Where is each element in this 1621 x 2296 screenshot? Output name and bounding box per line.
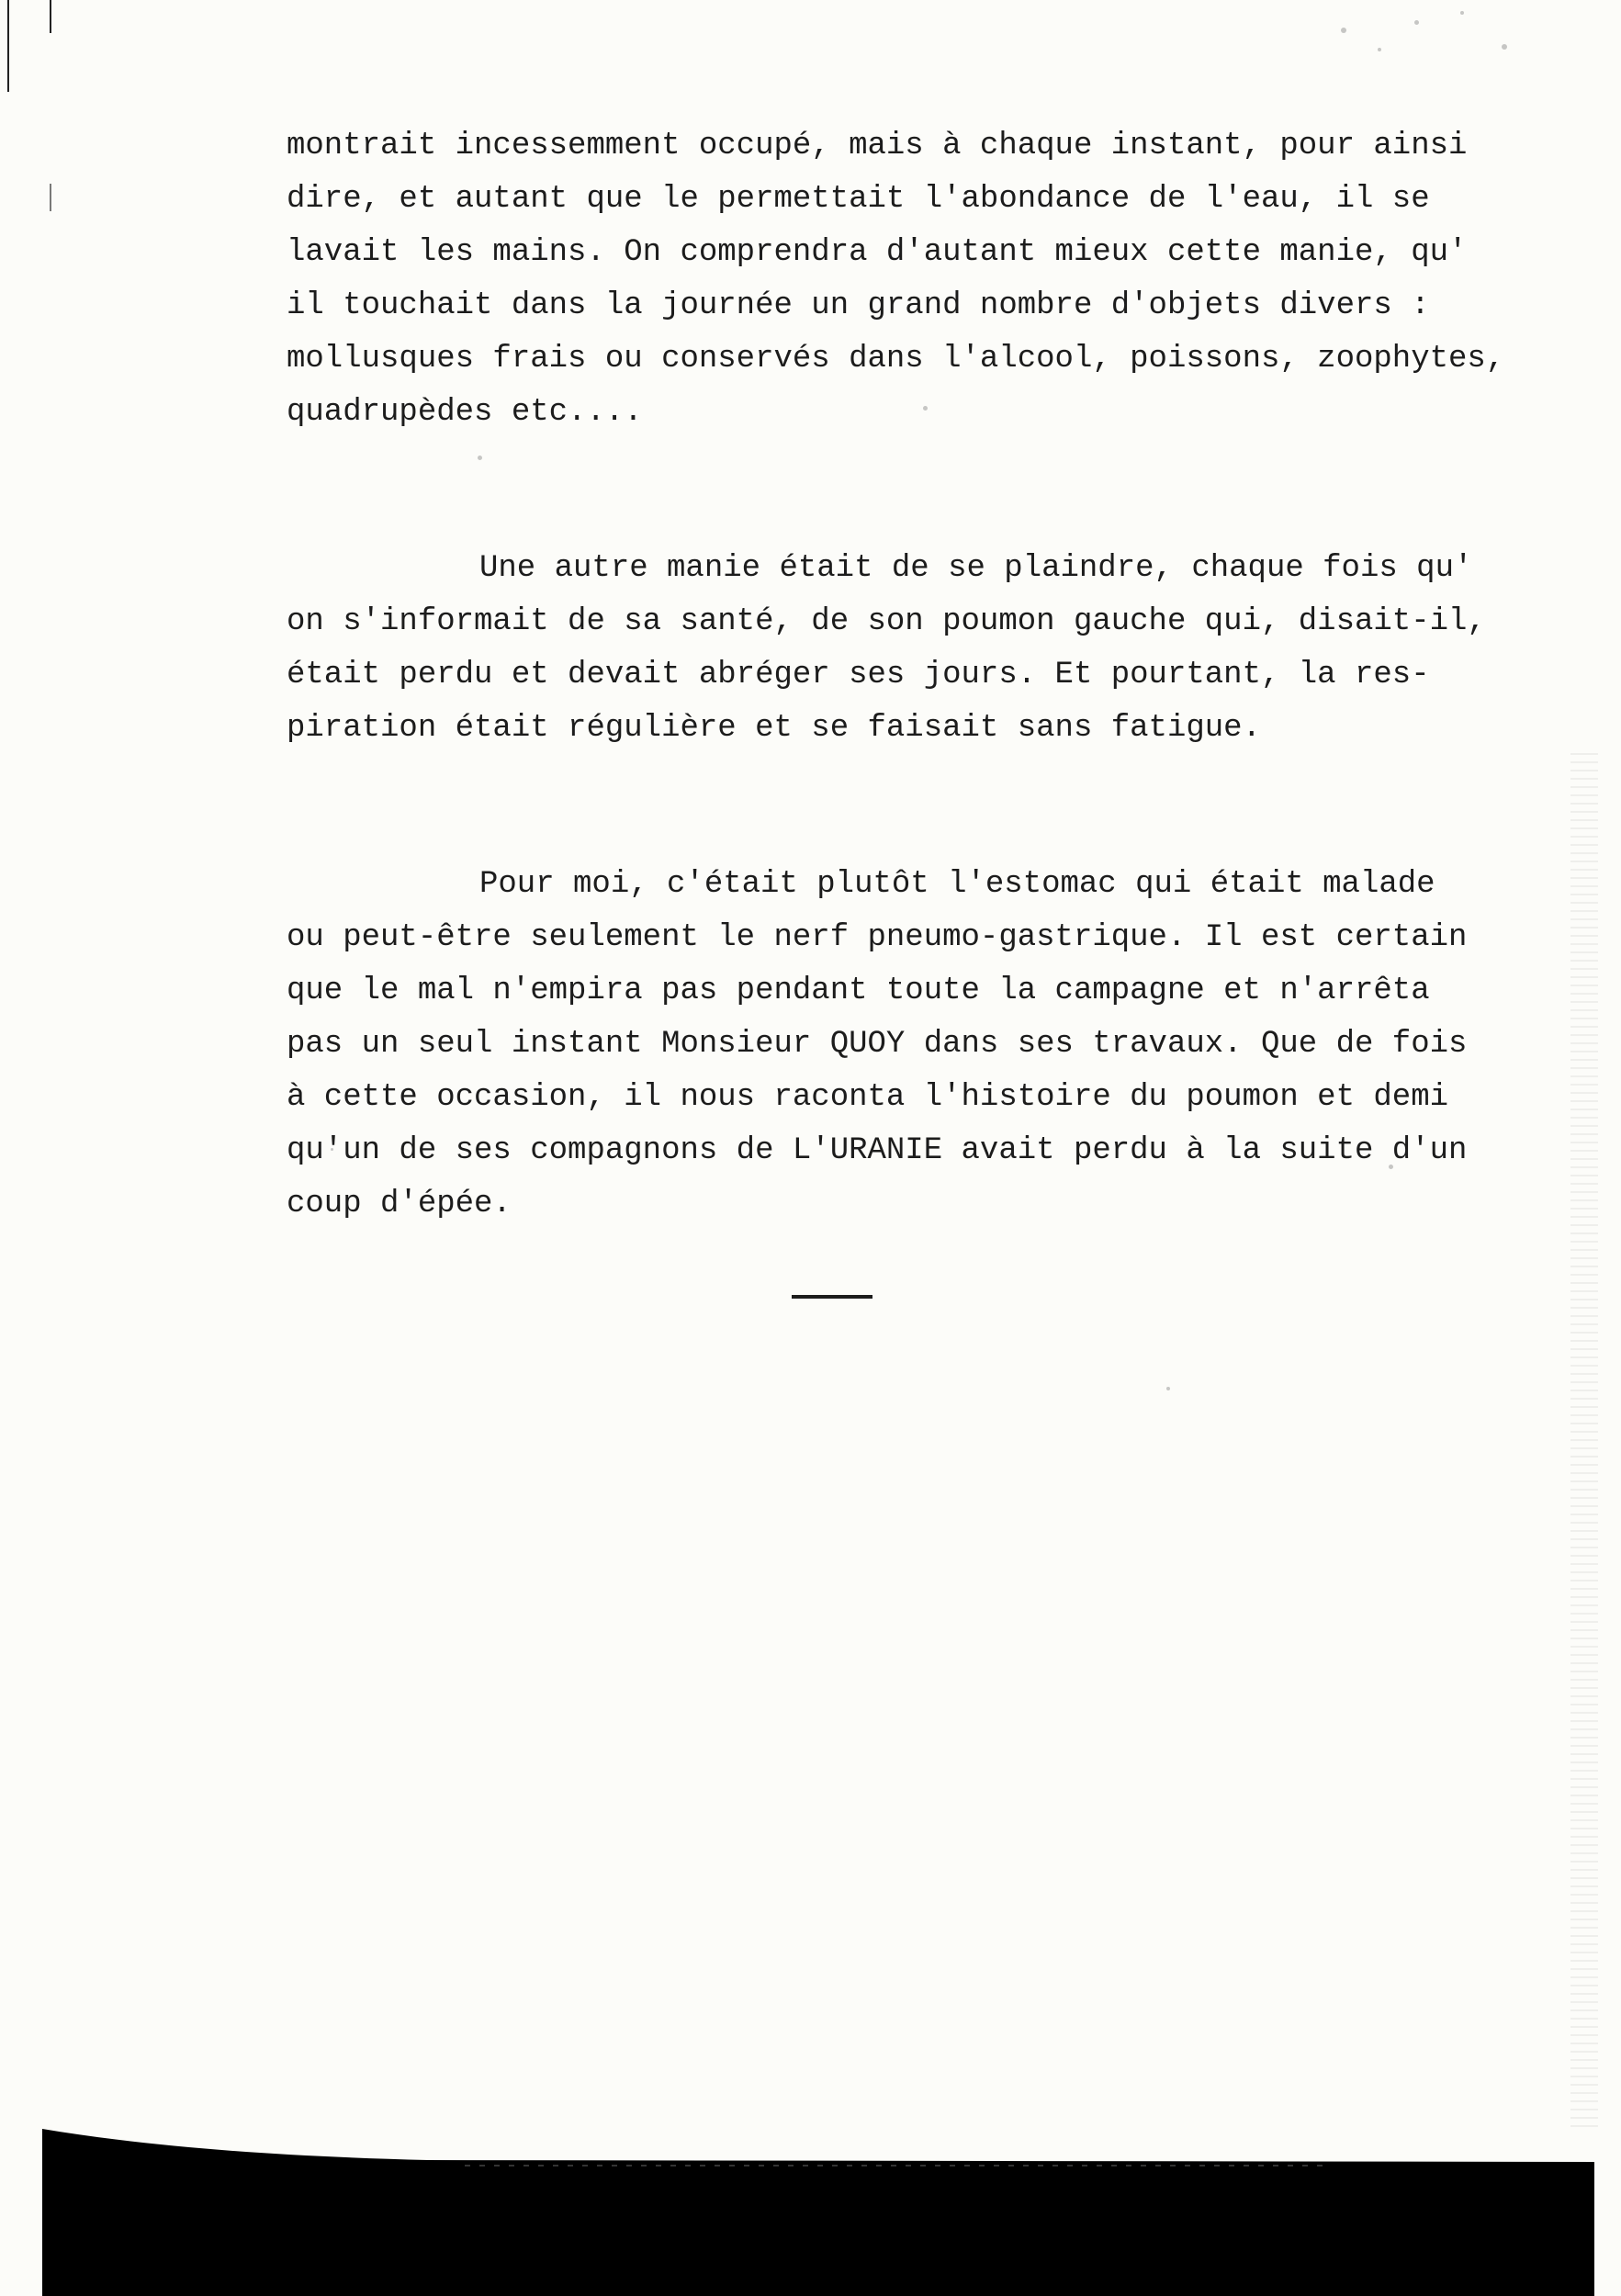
text-line: qu'un de ses compagnons de L'URANIE avait perdu à la suite d'un: [287, 1133, 1468, 1168]
end-of-section-rule: [792, 1295, 872, 1299]
left-edge-line-short: [50, 0, 51, 33]
text-line: que le mal n'empira pas pendant toute la campagne et n'arrêta: [287, 974, 1430, 1008]
text-line-indented: Une autre manie était de se plaindre, chaque fois qu': [479, 551, 1473, 586]
left-edge-line: [7, 0, 9, 92]
text-line: pas un seul instant Monsieur QUOY dans ses travaux. Que de fois: [287, 1027, 1468, 1062]
text-line: était perdu et devait abréger ses jours. Et pourtant, la res-: [287, 658, 1430, 692]
speckle: [1378, 48, 1381, 51]
text-line: il touchait dans la journée un grand nombre d'objets divers :: [287, 288, 1430, 323]
paragraph-gap: [287, 755, 1554, 858]
paragraph-1: [287, 119, 1554, 439]
text-line: piration était régulière et se faisait sans fatigue.: [287, 711, 1261, 746]
text-line: à cette occasion, il nous raconta l'histoire du poumon et demi: [287, 1080, 1449, 1115]
text-line: mollusques frais ou conservés dans l'alcool, poissons, zoophytes,: [287, 342, 1505, 377]
paragraph-2: [287, 542, 1554, 755]
paragraph-gap: [287, 439, 1554, 542]
text-line: quadrupèdes etc....: [287, 395, 643, 430]
left-edge-tick: [50, 184, 51, 211]
right-margin-noise: [1570, 753, 1598, 2131]
text-line: coup d'épée.: [287, 1187, 512, 1221]
text-line-indented: Pour moi, c'était plutôt l'estomac qui était malade: [479, 867, 1435, 902]
paragraph-3: [287, 858, 1554, 1231]
speckle: [1502, 44, 1507, 50]
text-line: on s'informait de sa santé, de son poumon gauche qui, disait-il,: [287, 604, 1486, 639]
speckle: [1460, 11, 1464, 15]
text-line: dire, et autant que le permettait l'abondance de l'eau, il se: [287, 182, 1430, 217]
speckle: [1341, 28, 1346, 33]
typed-text: [287, 119, 1554, 1231]
text-line: lavait les mains. On comprendra d'autant mieux cette manie, qu': [287, 235, 1468, 270]
text-line: montrait incessemment occupé, mais à chaque instant, pour ainsi: [287, 129, 1468, 163]
speckle: [1166, 1387, 1170, 1390]
text-line: ou peut-être seulement le nerf pneumo-gastrique. Il est certain: [287, 920, 1468, 955]
speckle: [1414, 20, 1419, 25]
scan-edge-shadow: [42, 2129, 1594, 2296]
